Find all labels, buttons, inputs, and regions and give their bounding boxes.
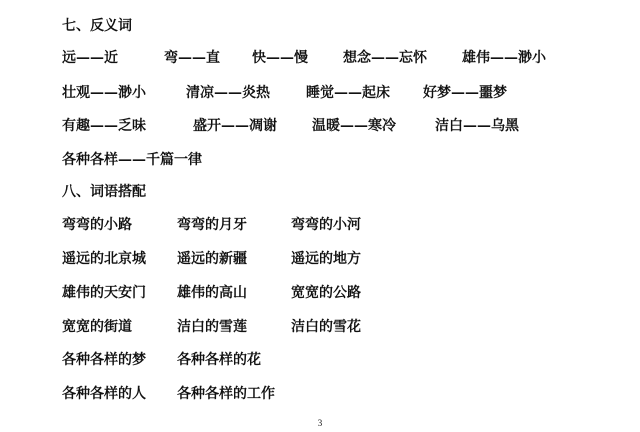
antonym-item: 远——近 [62, 50, 118, 66]
antonym-item: 好梦——噩梦 [423, 85, 507, 101]
collocation-item: 各种各样的人 [62, 386, 146, 402]
collocation-item: 弯弯的小路 [62, 217, 132, 233]
section-8-title: 八、词语搭配 [62, 184, 146, 200]
antonym-item: 快——慢 [252, 50, 308, 66]
antonym-item: 盛开——凋谢 [193, 118, 277, 134]
collocation-item: 洁白的雪莲 [177, 319, 247, 335]
antonym-item: 壮观——渺小 [62, 85, 146, 101]
collocation-item: 各种各样的梦 [62, 352, 146, 368]
collocation-item: 弯弯的月牙 [177, 217, 247, 233]
collocation-item: 宽宽的公路 [291, 285, 361, 301]
antonym-item: 清凉——炎热 [186, 85, 270, 101]
collocation-item: 遥远的北京城 [62, 251, 146, 267]
antonym-item: 洁白——乌黑 [435, 118, 519, 134]
antonym-item: 各种各样——千篇一律 [62, 152, 202, 168]
collocation-item: 雄伟的高山 [177, 285, 247, 301]
collocation-item: 各种各样的工作 [177, 386, 275, 402]
collocation-item: 遥远的新疆 [177, 251, 247, 267]
collocation-item: 弯弯的小河 [291, 217, 361, 233]
antonym-item: 有趣——乏味 [62, 118, 146, 134]
antonym-item: 温暖——寒冷 [312, 118, 396, 134]
antonym-item: 弯——直 [164, 50, 220, 66]
antonym-item: 雄伟——渺小 [462, 50, 546, 66]
antonym-item: 睡觉——起床 [306, 85, 390, 101]
section-7-title: 七、反义词 [62, 18, 132, 34]
collocation-item: 遥远的地方 [291, 251, 361, 267]
antonym-item: 想念——忘怀 [343, 50, 427, 66]
collocation-item: 雄伟的天安门 [62, 285, 146, 301]
page-number: 3 [317, 418, 323, 428]
collocation-item: 各种各样的花 [177, 352, 261, 368]
collocation-item: 宽宽的街道 [62, 319, 132, 335]
collocation-item: 洁白的雪花 [291, 319, 361, 335]
